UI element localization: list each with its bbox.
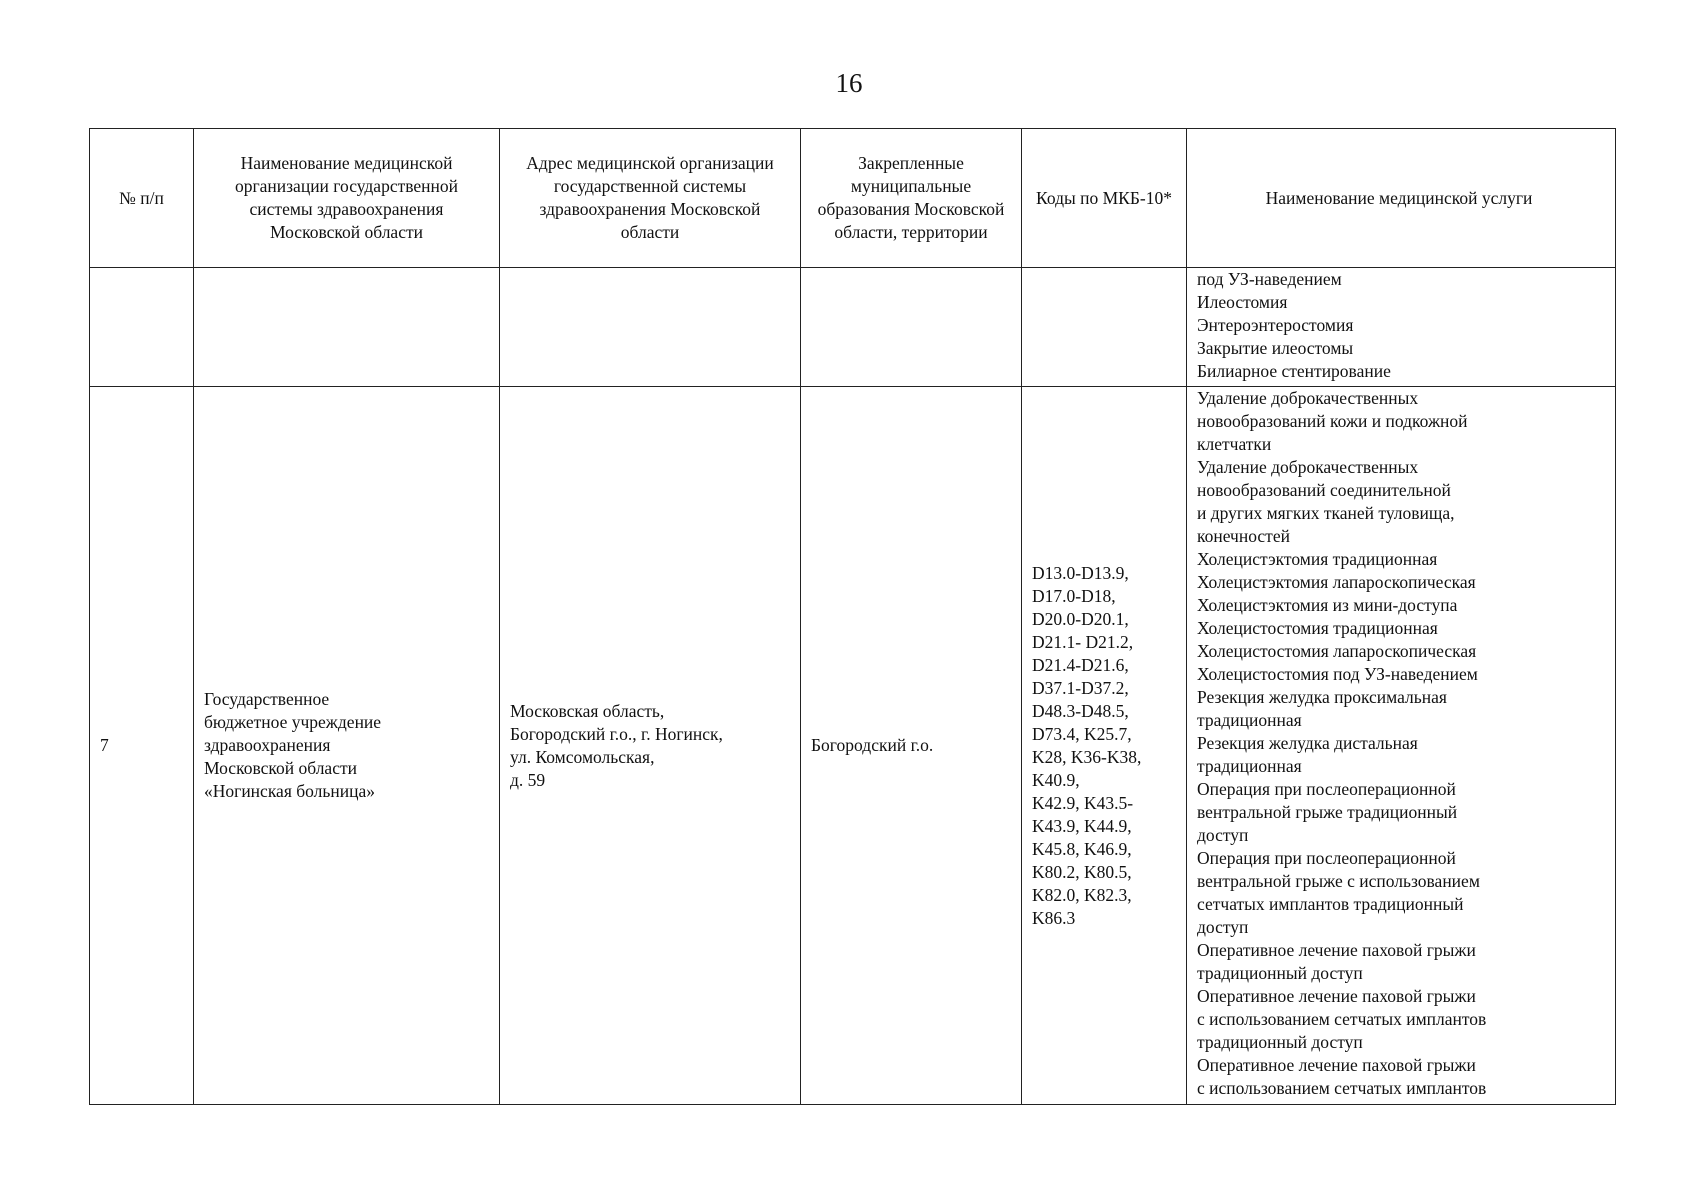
text-line: сетчатых имплантов традиционный	[1197, 894, 1464, 914]
header-num: № п/п	[90, 129, 194, 268]
text-line: с использованием сетчатых имплантов	[1197, 1078, 1487, 1098]
text-line: D37.1-D37.2,	[1032, 677, 1129, 698]
cell-municipality-empty	[801, 268, 1022, 387]
text-line: д. 59	[510, 769, 546, 790]
text-line: D73.4, K25.7,	[1032, 723, 1132, 744]
text-line: D21.1- D21.2,	[1032, 631, 1134, 652]
cell-address-empty	[500, 268, 801, 387]
cell-address	[500, 387, 801, 1105]
text-line: Операция при послеоперационной	[1197, 779, 1456, 799]
text-line: доступ	[1197, 917, 1249, 937]
text-line: K42.9, K43.5-	[1032, 792, 1134, 813]
text-line: K80.2, K80.5,	[1032, 861, 1132, 882]
header-address: Адрес медицинской организации государственной системы здравоохранения Московской области	[500, 129, 801, 268]
cell-icd-empty	[1022, 268, 1187, 387]
text-line: традиционная	[1197, 710, 1302, 730]
text-line: Холецистостомия традиционная	[1197, 618, 1438, 638]
text-line: традиционная	[1197, 756, 1302, 776]
text-line: доступ	[1197, 825, 1249, 845]
header-service: Наименование медицинской услуги	[1187, 129, 1616, 268]
text-line: Операция при послеоперационной	[1197, 848, 1456, 868]
text-line: K45.8, K46.9,	[1032, 838, 1132, 859]
text-line: D21.4-D21.6,	[1032, 654, 1129, 675]
text-line: D48.3-D48.5,	[1032, 700, 1129, 721]
text-line: K40.9,	[1032, 769, 1080, 790]
services-table	[89, 128, 1616, 1105]
cell-num-empty	[90, 268, 194, 387]
table-row	[90, 387, 1616, 1105]
text-line: Закрытие илеостомы	[1197, 338, 1354, 358]
text-line: Холецистэктомия лапароскопическая	[1197, 572, 1476, 592]
text-line: Холецистэктомия из мини-доступа	[1197, 595, 1458, 615]
text-line: бюджетное учреждение	[204, 712, 382, 732]
text-line: здравоохранения	[204, 735, 331, 755]
text-line: K82.0, K82.3,	[1032, 884, 1132, 905]
text-line: Резекция желудка дистальная	[1197, 733, 1418, 753]
text-line: Удаление доброкачественных	[1197, 457, 1419, 477]
text-line: Оперативное лечение паховой грыжи	[1197, 940, 1476, 960]
text-line: Московская область,	[510, 700, 665, 721]
text-line: D13.0-D13.9,	[1032, 562, 1129, 583]
page-number: 16	[835, 68, 863, 98]
cell-services-continuation	[1187, 268, 1616, 387]
text-line: новообразований соединительной	[1197, 480, 1451, 500]
header-org-name: Наименование медицинской организации государственной системы здравоохранения Московской области	[194, 129, 500, 268]
cell-icd-codes	[1022, 387, 1187, 1105]
cell-municipality: Богородский г.о.	[801, 387, 1022, 1105]
text-line: «Ногинская больница»	[204, 781, 375, 801]
text-line: D20.0-D20.1,	[1032, 608, 1129, 629]
text-line: клетчатки	[1197, 434, 1272, 454]
text-line: K86.3	[1032, 907, 1076, 928]
table-body	[90, 268, 1616, 1105]
table-row-continuation	[90, 268, 1616, 387]
text-line: Холецистэктомия традиционная	[1197, 549, 1438, 569]
text-line: Резекция желудка проксимальная	[1197, 687, 1447, 707]
cell-num: 7	[90, 387, 194, 1105]
text-line: вентральной грыже с использованием	[1197, 871, 1480, 891]
cell-org-empty	[194, 268, 500, 387]
text-line: D17.0-D18,	[1032, 585, 1116, 606]
text-line: конечностей	[1197, 526, 1290, 546]
text-line: под УЗ-наведением	[1197, 269, 1342, 289]
text-line: новообразований кожи и подкожной	[1197, 411, 1468, 431]
header-municipalities: Закрепленные муниципальные образования Московской области, территории	[801, 129, 1022, 268]
text-line: Московской области	[204, 758, 357, 778]
text-line: Холецистостомия под УЗ-наведением	[1197, 664, 1478, 684]
text-line: Оперативное лечение паховой грыжи	[1197, 1055, 1476, 1075]
text-line: Энтероэнтеростомия	[1197, 315, 1354, 335]
header-row	[90, 129, 1616, 268]
text-line: Холецистостомия лапароскопическая	[1197, 641, 1477, 661]
text-line: K43.9, K44.9,	[1032, 815, 1132, 836]
text-line: Государственное	[204, 689, 330, 709]
text-line: традиционный доступ	[1197, 963, 1363, 983]
text-line: с использованием сетчатых имплантов	[1197, 1009, 1487, 1029]
cell-services	[1187, 387, 1616, 1105]
text-line: и других мягких тканей туловища,	[1197, 503, 1455, 523]
text-line: вентральной грыже традиционный	[1197, 802, 1458, 822]
text-line: Удаление доброкачественных	[1197, 388, 1419, 408]
table-header	[90, 129, 1616, 268]
text-line: Илеостомия	[1197, 292, 1288, 312]
text-line: Богородский г.о., г. Ногинск,	[510, 723, 723, 744]
header-icd-codes: Коды по МКБ-10*	[1022, 129, 1187, 268]
text-line: Билиарное стентирование	[1197, 361, 1391, 381]
text-line: Оперативное лечение паховой грыжи	[1197, 986, 1476, 1006]
cell-org-name	[194, 387, 500, 1105]
text-line: традиционный доступ	[1197, 1032, 1363, 1052]
text-line: K28, K36-K38,	[1032, 746, 1142, 767]
text-line: ул. Комсомольская,	[510, 746, 655, 767]
